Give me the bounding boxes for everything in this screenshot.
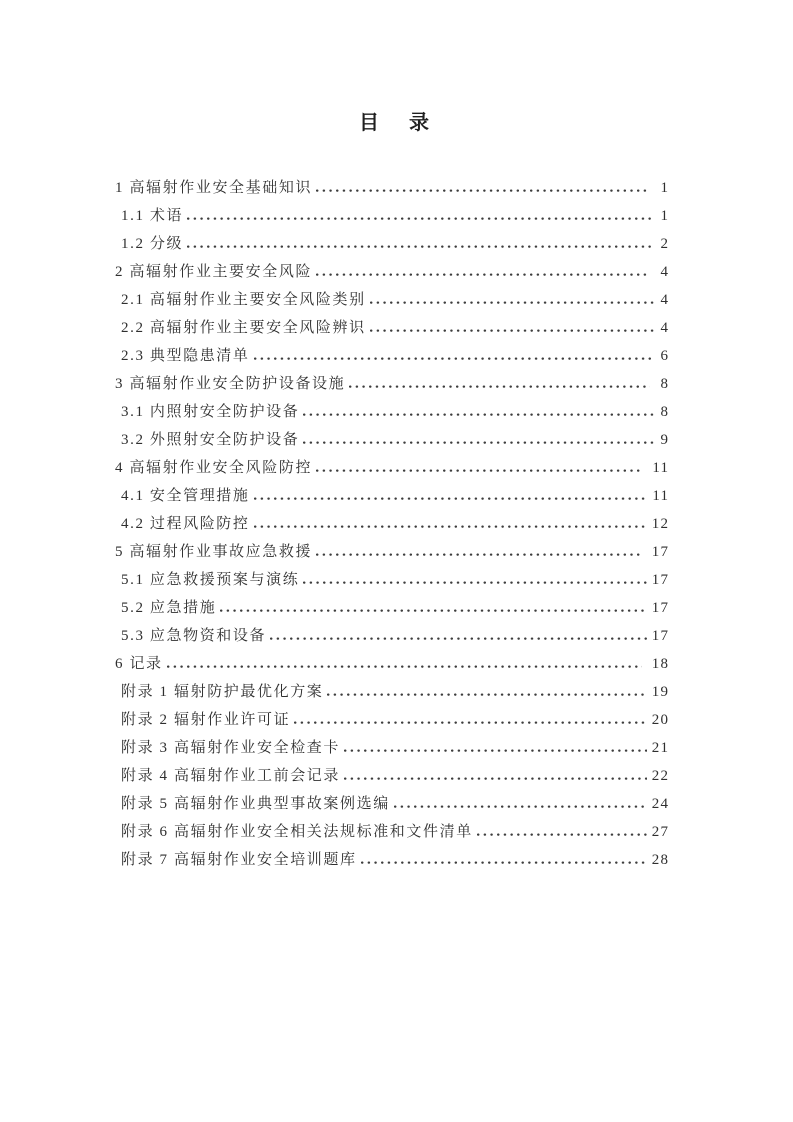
toc-entry-20[interactable] [115,706,668,734]
dot-leader [254,356,656,360]
dot-leader [344,776,647,780]
dot-leader [316,552,642,556]
toc-entry-label: 5.3 应急物资和设备 [121,628,267,644]
toc-entry-page-number: 20 [651,712,670,728]
dot-leader [187,216,655,220]
toc-entry-22[interactable] [115,762,668,790]
toc-entry-label: 6 记录 [115,656,163,672]
dot-leader [316,272,650,276]
toc-entry-18[interactable] [115,650,668,678]
toc-entry-page-number: 8 [660,404,670,420]
dot-leader [254,524,647,528]
toc-entry-24[interactable] [115,818,668,846]
dot-leader [370,328,656,332]
toc-entry-14[interactable] [115,538,668,566]
dot-leader [167,664,642,668]
toc-entry-15[interactable] [115,566,668,594]
toc-entry-label: 附录 3 高辐射作业安全检查卡 [121,740,341,756]
toc-entry-9[interactable] [115,398,668,426]
toc-entry-7[interactable] [115,342,668,370]
dot-leader [370,300,656,304]
dot-leader [270,636,647,640]
dot-leader [316,468,642,472]
toc-entry-label: 5.2 应急措施 [121,600,217,616]
toc-entry-5[interactable] [115,286,668,314]
toc-entry-page-number: 1 [660,180,670,196]
dot-leader [303,440,655,444]
dot-leader [254,496,648,500]
dot-leader [187,244,655,248]
toc-entry-23[interactable] [115,790,668,818]
dot-leader [294,720,647,724]
toc-entry-page-number: 27 [651,824,670,840]
toc-entry-label: 附录 4 高辐射作业工前会记录 [121,768,341,784]
dot-leader [303,580,646,584]
dot-leader [303,412,655,416]
toc-entry-label: 5.1 应急救援预案与演练 [121,572,300,588]
toc-entry-1[interactable] [115,174,668,202]
toc-entry-page-number: 6 [660,348,670,364]
toc-entry-label: 4 高辐射作业安全风险防控 [115,460,313,476]
toc-entry-label: 附录 7 高辐射作业安全培训题库 [121,852,357,868]
toc-entry-label: 4.2 过程风险防控 [121,516,250,532]
toc-entry-page-number: 17 [651,600,670,616]
toc-entry-label: 2.1 高辐射作业主要安全风险类别 [121,292,366,308]
toc-entry-page-number: 21 [651,740,670,756]
dot-leader [316,188,650,192]
toc-entry-page-number: 22 [651,768,670,784]
toc-entry-page-number: 4 [660,320,670,336]
toc-entry-2[interactable] [115,202,668,230]
toc-entry-label: 5 高辐射作业事故应急救援 [115,544,313,560]
toc-entry-page-number: 11 [652,488,670,504]
toc-entry-page-number: 19 [651,684,670,700]
toc-entry-label: 2.2 高辐射作业主要安全风险辨识 [121,320,366,336]
toc-entry-3[interactable] [115,230,668,258]
toc-entry-16[interactable] [115,594,668,622]
toc-entry-13[interactable] [115,510,668,538]
toc-entry-page-number: 24 [651,796,670,812]
dot-leader [220,608,646,612]
toc-entry-label: 2 高辐射作业主要安全风险 [115,264,313,280]
toc-entry-page-number: 8 [660,376,670,392]
toc-entry-page-number: 2 [660,236,670,252]
dot-leader [394,804,647,808]
dot-leader [327,692,646,696]
toc-entry-page-number: 18 [651,656,670,672]
toc-entry-6[interactable] [115,314,668,342]
toc-entry-10[interactable] [115,426,668,454]
toc-entry-label: 3.2 外照射安全防护设备 [121,432,300,448]
toc-entry-label: 附录 6 高辐射作业安全相关法规标准和文件清单 [121,824,473,840]
toc-entry-page-number: 28 [651,852,670,868]
toc-entry-25[interactable] [115,846,668,874]
toc-entry-21[interactable] [115,734,668,762]
toc-entry-17[interactable] [115,622,668,650]
toc-entry-page-number: 17 [651,544,670,560]
toc-entry-page-number: 4 [660,292,670,308]
toc-entry-label: 1.1 术语 [121,208,184,224]
toc-entry-19[interactable] [115,678,668,706]
toc-entry-page-number: 11 [652,460,670,476]
page-title: 目 录 [359,112,434,134]
table-of-contents [115,174,668,874]
toc-entry-label: 3.1 内照射安全防护设备 [121,404,300,420]
toc-entry-page-number: 17 [651,572,670,588]
toc-entry-11[interactable] [115,454,668,482]
toc-entry-page-number: 17 [651,628,670,644]
toc-entry-label: 附录 5 高辐射作业典型事故案例选编 [121,796,390,812]
toc-entry-label: 1.2 分级 [121,236,184,252]
toc-entry-page-number: 1 [660,208,670,224]
toc-entry-page-number: 12 [651,516,670,532]
toc-entry-label: 1 高辐射作业安全基础知识 [115,180,313,196]
toc-entry-label: 附录 1 辐射防护最优化方案 [121,684,324,700]
toc-entry-label: 4.1 安全管理措施 [121,488,250,504]
dot-leader [344,748,647,752]
dot-leader [477,832,647,836]
toc-entry-label: 2.3 典型隐患清单 [121,348,250,364]
dot-leader [361,860,647,864]
toc-entry-label: 附录 2 辐射作业许可证 [121,712,291,728]
toc-entry-12[interactable] [115,482,668,510]
toc-entry-4[interactable] [115,258,668,286]
toc-entry-page-number: 9 [660,432,670,448]
toc-entry-page-number: 4 [660,264,670,280]
toc-entry-8[interactable] [115,370,668,398]
dot-leader [349,384,650,388]
toc-entry-label: 3 高辐射作业安全防护设备设施 [115,376,346,392]
